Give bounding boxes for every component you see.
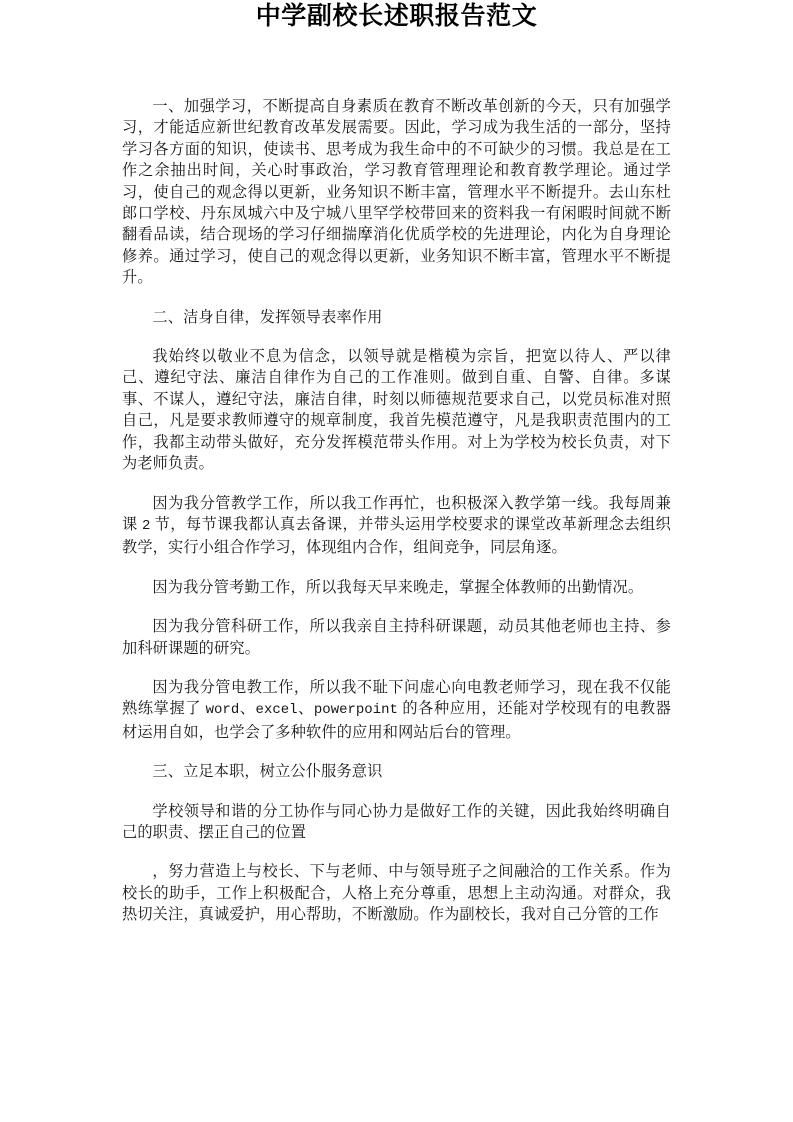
latin-text-run: word <box>205 702 240 719</box>
body-paragraph: 学校领导和谐的分工协作与同心协力是做好工作的关键，因此我始终明确自己的职责、摆正自己的位置 <box>122 802 671 841</box>
latin-text-run: 2 <box>141 517 151 534</box>
body-paragraph: 因为我分管考勤工作，所以我每天早来晚走，掌握全体教师的出勤情况。 <box>152 578 644 596</box>
body-paragraph: ，努力营造上与校长、下与老师、中与领导班子之间融洽的工作关系。作为校长的助手，工作上积极配合，人格上充分尊重，思想上主动沟通。对群众，我热切关注，真诚爱护，用心帮助，不断激励。作为副校长，我对自己分管的工作 <box>122 863 671 924</box>
title-body-spacer <box>0 34 793 95</box>
body-paragraph: 因为我分管教学工作，所以我工作再忙，也积极深入教学第一线。我每周兼课 2 节，每节课我都认真去备课，并带头运用学校要求的课堂改革新理念去组织教学，实行小组合作学习，体现组内合作，组间竞争，同层角逐。 <box>122 494 671 557</box>
body-paragraph: 因为我分管科研工作，所以我亲自主持科研课题，动员其他老师也主持、参加科研课题的研究。 <box>122 618 671 657</box>
body-paragraph: 我始终以敬业不息为信念，以领导就是楷模为宗旨，把宽以待人、严以律己、遵纪守法、廉洁自律作为自己的工作准则。做到自重、自警、自律。多谋事、不谋人，遵纪守法，廉洁自律，时刻以师德规范要求自己，以党员标准对照自己，凡是要求教师遵守的规章制度，我首先模范遵守，凡是我职责范围内的工作，我都主动带头做好，充分发挥模范带头作用。对上为学校为校长负责，对下为老师负责。 <box>122 348 671 473</box>
latin-text-run: powerpoint <box>313 702 398 719</box>
section-heading: 二、洁身自律，发挥领导表率作用 <box>152 308 383 326</box>
section-heading: 三、立足本职，树立公仆服务意识 <box>152 763 383 781</box>
body-paragraph: 一、加强学习，不断提高自身素质在教育不断改革创新的今天，只有加强学习，才能适应新世纪教育改革发展需要。因此，学习成为我生活的一部分，坚持学习各方面的知识，使读书、思考成为我生命中的不可缺少的习惯。我总是在工作之余抽出时间，关心时事政治，学习教育管理理论和教育教学理论。通过学习，使自己的观念得以更新，业务知识不断丰富，管理水平不断提升。去山东杜郎口学校、丹东凤城六中及宁城八里罕学校带回来的资料我一有闲暇时间就不断翻看品读，结合现场的学习仔细揣摩消化优质学校的先进理论，内化为自身理论修养。通过学习，使自己的观念得以更新，业务知识不断丰富，管理水平不断提升。 <box>122 98 671 287</box>
latin-text-run: excel <box>255 702 298 719</box>
document-body <box>122 96 671 926</box>
page-title: 中学副校长述职报告范文 <box>255 3 538 30</box>
body-paragraph: 因为我分管电教工作，所以我不耻下问虚心向电教老师学习，现在我不仅能熟练掌握了 word、excel、powerpoint 的各种应用，还能对学校现有的电教器材运用自如，也学会了多种软件的应用和网站后台的管理。 <box>122 678 671 741</box>
